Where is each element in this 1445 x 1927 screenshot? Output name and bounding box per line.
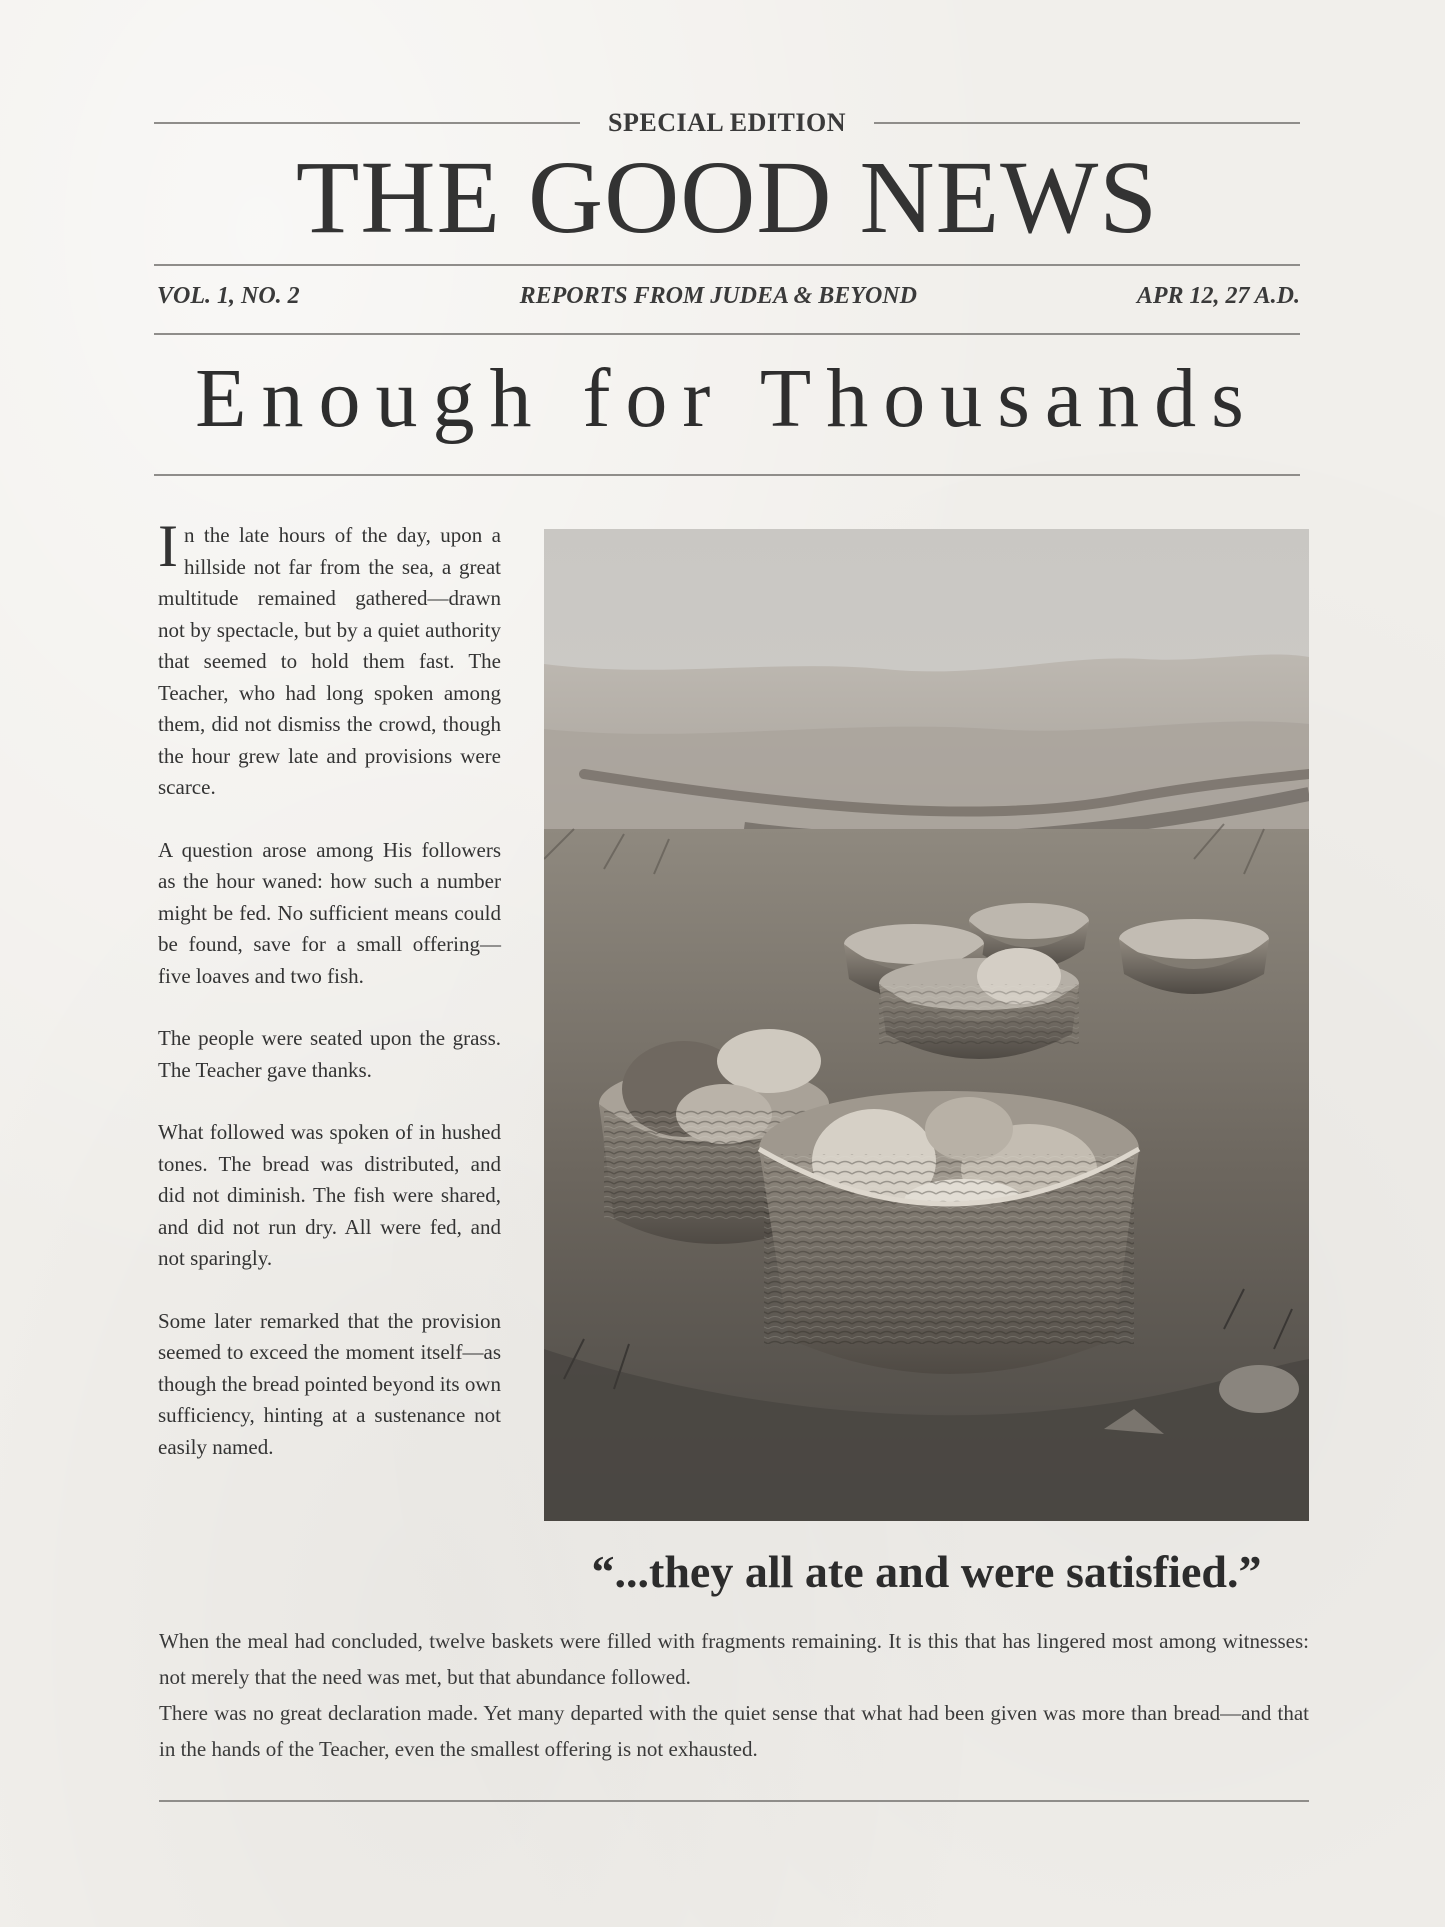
masthead-meta-row bbox=[157, 278, 1300, 314]
newspaper-title: THE GOOD NEWS bbox=[295, 140, 1159, 255]
masthead-rule-top bbox=[154, 264, 1300, 266]
headline-rule bbox=[154, 474, 1300, 476]
pull-quote: “...they all ate and were satisfied.” bbox=[591, 1546, 1262, 1597]
article-paragraph: The people were seated upon the grass. The Teacher gave thanks. bbox=[158, 1026, 501, 1082]
kicker-row bbox=[154, 103, 1300, 143]
article-paragraph: What followed was spoken of in hushed tones. The bread was distributed, and did not diminish. The fish were shared, and did not run dry. All were fed, and not sparingly. bbox=[158, 1120, 501, 1270]
kicker-rule-right bbox=[874, 122, 1300, 124]
volume-label: VOL. 1, NO. 2 bbox=[157, 282, 300, 309]
closing-paragraph: When the meal had concluded, twelve baskets were filled with fragments remaining. It is this that has lingered most among witnesses: not merely that the need was met, but that abundance followed. bbox=[159, 1629, 1309, 1689]
closing-text bbox=[159, 1623, 1309, 1767]
baskets-painting bbox=[544, 529, 1309, 1521]
kicker-rule-left bbox=[154, 122, 580, 124]
article-headline: Enough for Thousands bbox=[195, 352, 1259, 445]
baskets-illustration bbox=[544, 529, 1309, 1521]
footer-rule bbox=[159, 1800, 1309, 1802]
article-paragraph: Some later remarked that the provision seemed to exceed the moment itself—as though the bread pointed beyond its own sufficiency, hinting at a sustenance not easily named. bbox=[158, 1308, 501, 1459]
drop-cap: I bbox=[158, 513, 178, 579]
article-column bbox=[158, 513, 501, 1494]
date-label: APR 12, 27 A.D. bbox=[1136, 282, 1300, 309]
masthead-rule-bottom bbox=[154, 333, 1300, 335]
first-paragraph-text: n the late hours of the day, upon a hillside not far from the sea, a great multitude remained gathered—drawn not by spectacle, but by a quiet authority that seemed to hold them fast. The Teacher, who had long spoken among them, did not dismiss the crowd, though the hour grew late and provisions were scarce. bbox=[158, 523, 501, 799]
closing-paragraph: There was no great declaration made. Yet many departed with the quiet sense that what had been given was more than bread—and that in the hands of the Teacher, even the smallest offering is not exhausted. bbox=[159, 1701, 1309, 1761]
special-edition-kicker: SPECIAL EDITION bbox=[608, 108, 846, 137]
article-paragraph bbox=[158, 513, 501, 804]
section-label: REPORTS FROM JUDEA & BEYOND bbox=[519, 282, 917, 309]
article-paragraph: A question arose among His followers as the hour waned: how such a number might be fed. No sufficient means could be found, save for a small offering—five loaves and two fish. bbox=[158, 837, 501, 988]
